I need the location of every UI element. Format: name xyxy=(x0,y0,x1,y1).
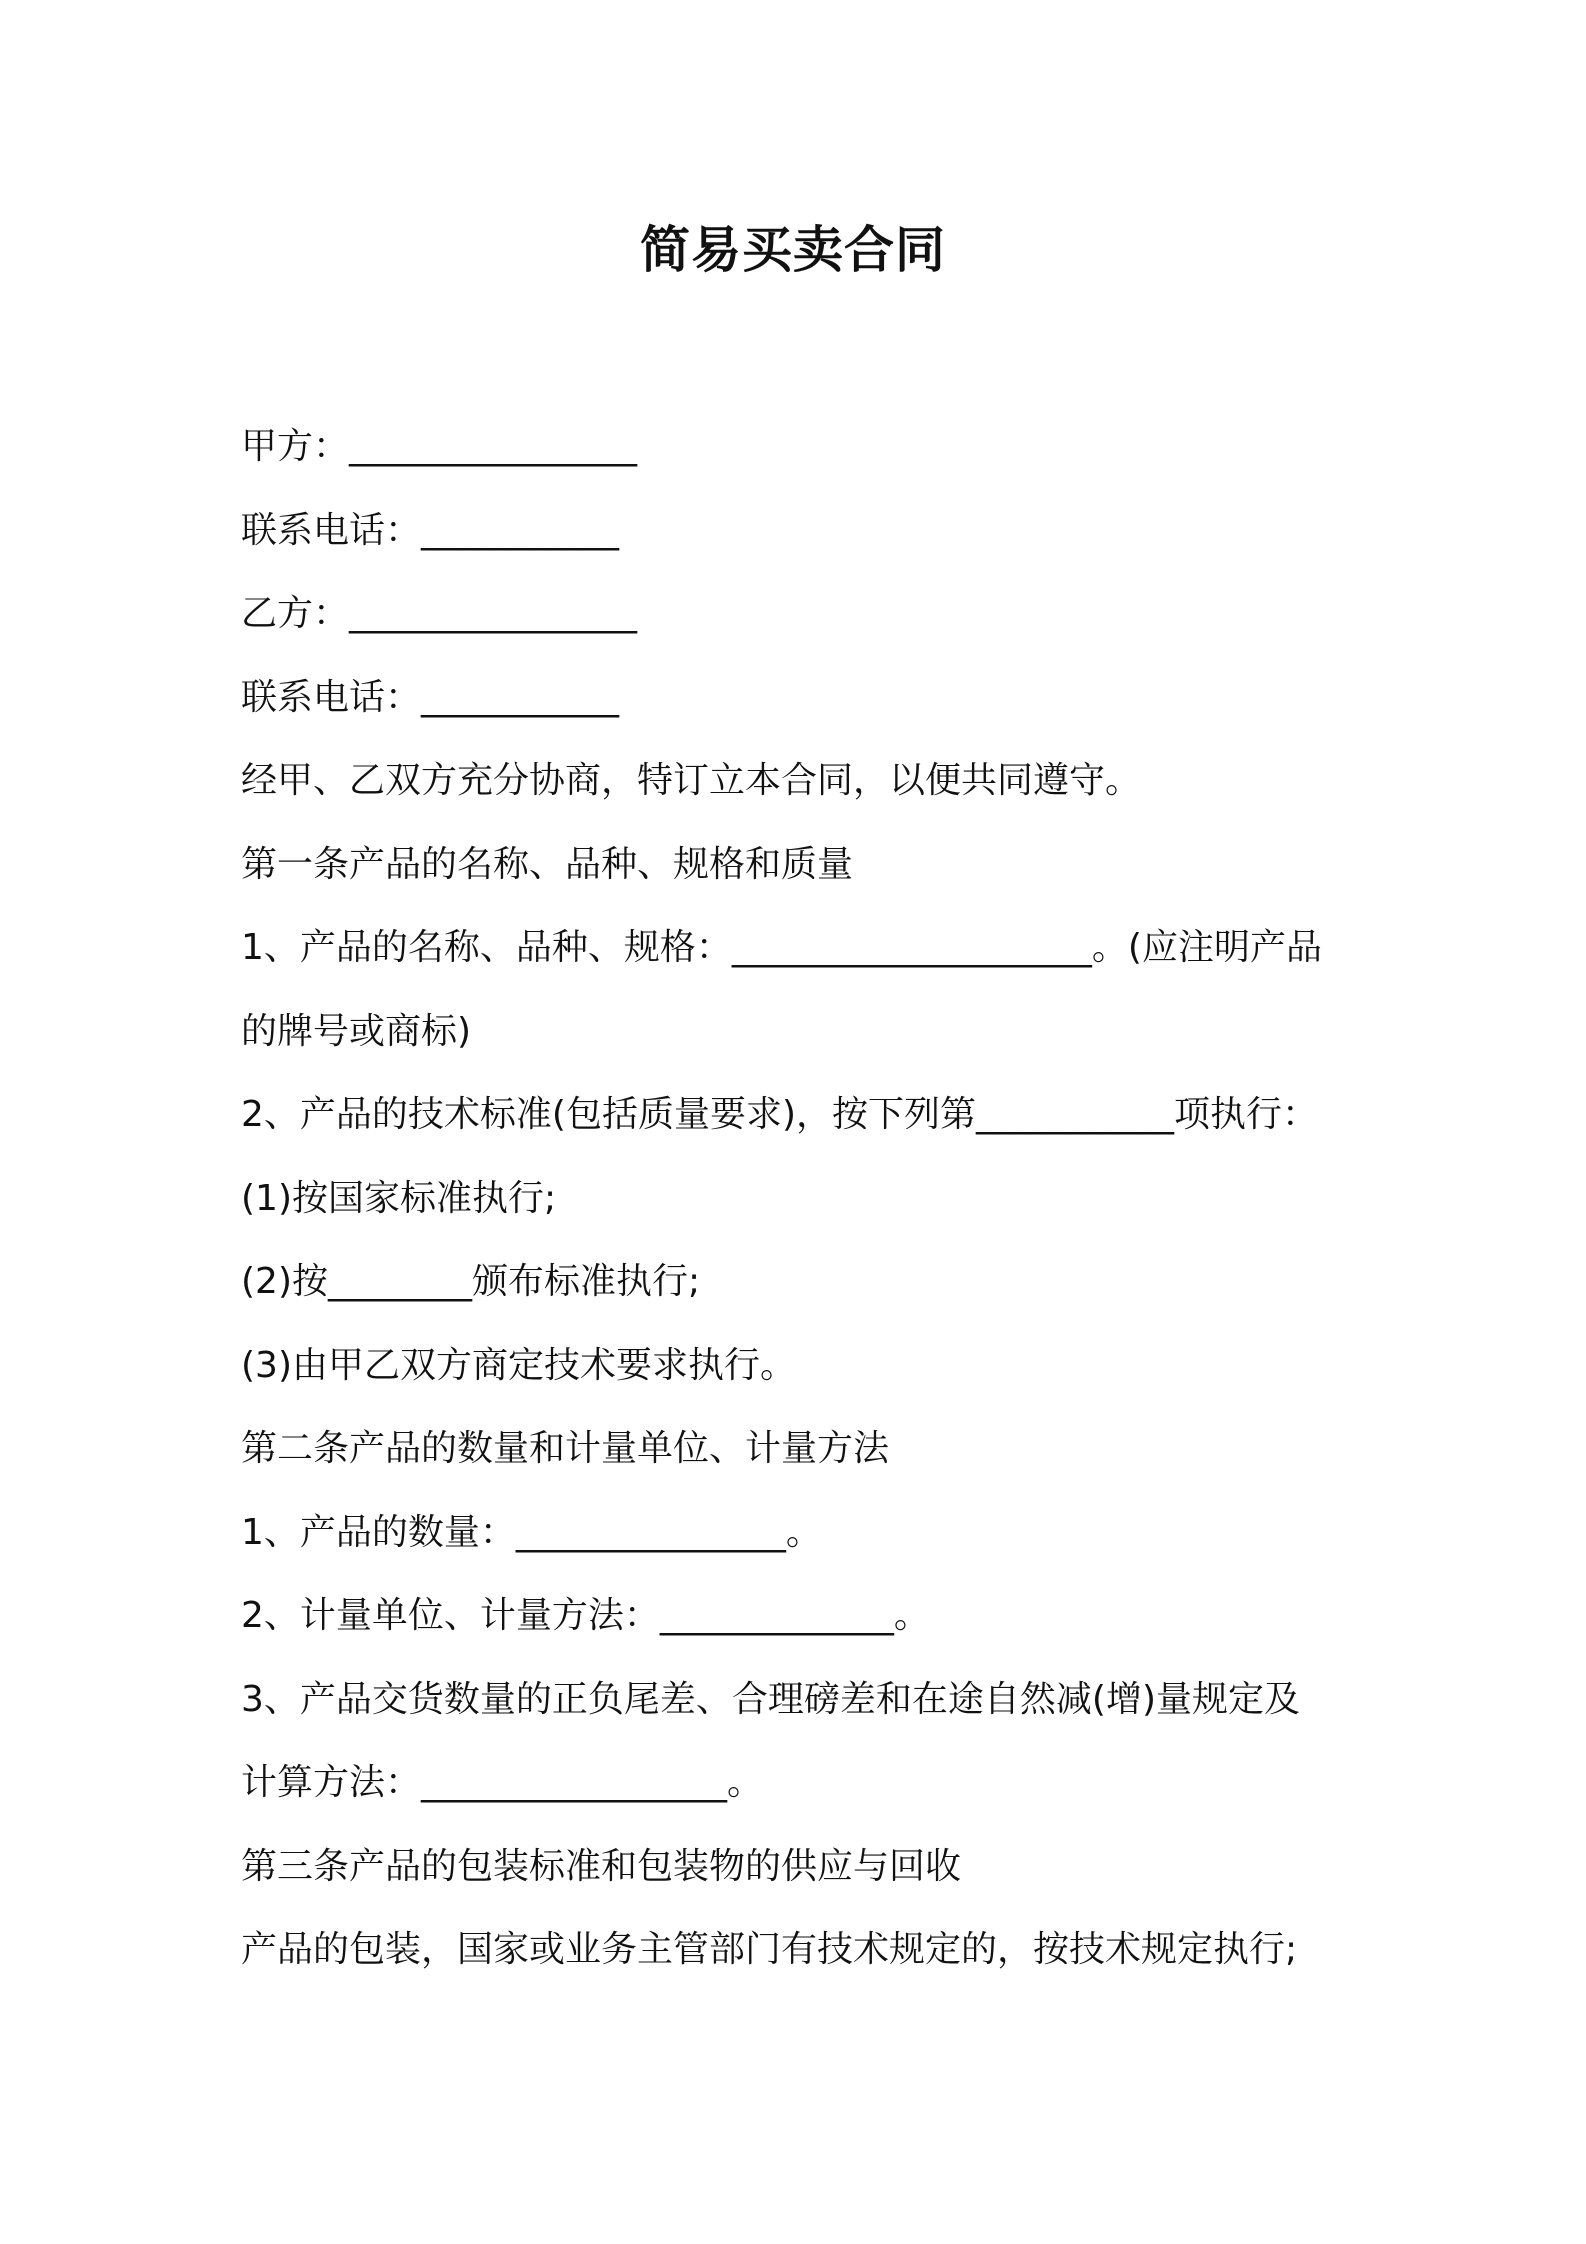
article-1-item-1-continued: 的牌号或商标) xyxy=(241,1010,472,1052)
party-a-phone-line: 联系电话：___________ xyxy=(241,509,620,551)
article-1-option-3: (3)由甲乙双方商定技术要求执行。 xyxy=(241,1344,796,1386)
preamble-paragraph: 经甲、乙双方充分协商，特订立本合同，以便共同遵守。 xyxy=(241,760,1142,801)
article-2-item-1: 1、产品的数量：_______________。 xyxy=(241,1511,822,1553)
article-1-option-2: (2)按________颁布标准执行; xyxy=(241,1261,701,1302)
article-1-heading: 第一条产品的名称、品种、规格和质量 xyxy=(241,843,854,885)
party-b-line: 乙方：________________ xyxy=(241,593,638,634)
article-2-item-2: 2、计量单位、计量方法：_____________。 xyxy=(241,1595,930,1636)
article-2-item-3: 3、产品交货数量的正负尾差、合理磅差和在途自然减(增)量规定及 xyxy=(241,1678,1300,1720)
article-3-paragraph: 产品的包装，国家或业务主管部门有技术规定的，按技术规定执行; xyxy=(241,1929,1298,1970)
document-title: 简易买卖合同 xyxy=(640,221,946,279)
article-3-heading: 第三条产品的包装标准和包装物的供应与回收 xyxy=(241,1845,962,1887)
article-2-heading: 第二条产品的数量和计量单位、计量方法 xyxy=(241,1428,890,1469)
party-b-phone-line: 联系电话：___________ xyxy=(241,676,620,718)
article-2-item-3-continued: 计算方法：_________________。 xyxy=(241,1762,764,1803)
article-1-item-2: 2、产品的技术标准(包括质量要求)，按下列第___________项执行： xyxy=(241,1094,1318,1135)
article-1-option-1: (1)按国家标准执行; xyxy=(241,1177,557,1219)
party-a-line: 甲方：________________ xyxy=(241,426,638,467)
document-body xyxy=(241,405,1351,1992)
article-1-item-1: 1、产品的名称、品种、规格：____________________。(应注明产品 xyxy=(241,927,1322,968)
